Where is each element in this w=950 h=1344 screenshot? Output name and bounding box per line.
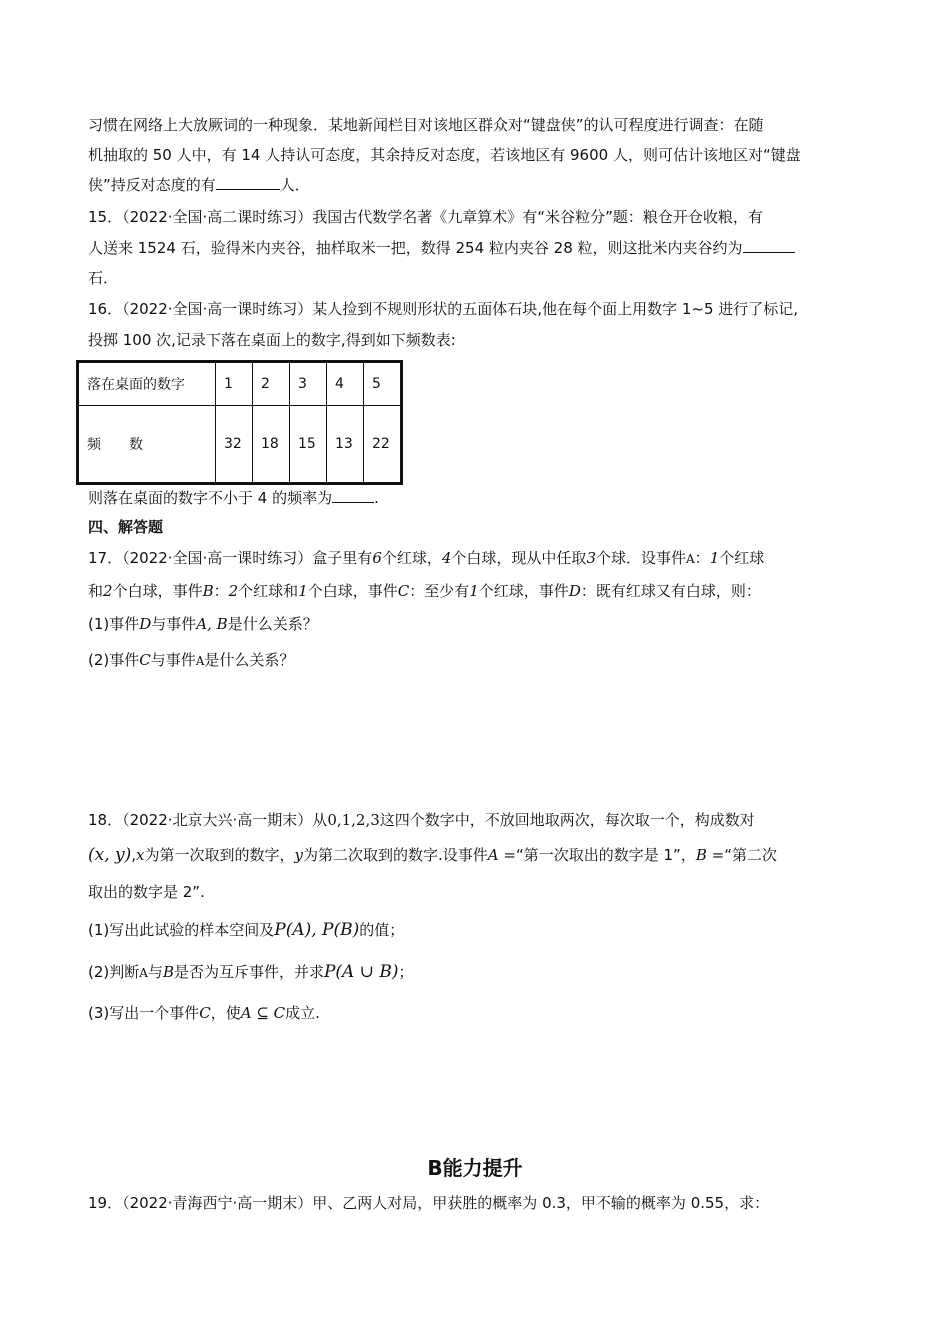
count-cell: 13 (327, 406, 364, 484)
face-cell: 5 (364, 362, 402, 406)
q18-part-3: (3)写出一个事件C，使A ⊆ C成立. (88, 1004, 320, 1022)
count-cell: 15 (290, 406, 327, 484)
q18-line-2: (x, y),x为第一次取到的数字，y为第二次取到的数字.设事件A =“第一次取出的数字是 1”，B =“第二次 (88, 845, 777, 865)
q16-line-1: 16．（2022·全国·高一课时练习）某人捡到不规则形状的五面体石块,他在每个面上用数字 1~5 进行了标记, (88, 300, 799, 318)
answer-blank[interactable] (743, 238, 795, 253)
row-label-cell: 频 数 (78, 406, 216, 484)
q17-line-1: 17．（2022·全国·高一课时练习）盒子里有6个红球，4个白球，现从中任取3个球．设事件A：1个红球 (88, 549, 765, 567)
q16-line-2: 投掷 100 次,记录下落在桌面上的数字,得到如下频数表: (88, 331, 456, 349)
header-label-cell: 落在桌面的数字 (78, 362, 216, 406)
q15-line-3: 石． (88, 269, 119, 287)
q18-part-2: (2)判断A与B是否为互斥事件，并求P(A ∪ B)； (88, 962, 414, 982)
q17-part-2: (2)事件C与事件A是什么关系？ (88, 651, 295, 669)
q18-part-1: (1)写出此试验的样本空间及P(A), P(B)的值； (88, 920, 405, 940)
count-cell: 32 (216, 406, 253, 484)
intro-line-3: 侠”持反对态度的有 人． (88, 176, 310, 194)
face-cell: 1 (216, 362, 253, 406)
q19-line-1: 19．（2022·青海西宁·高一期末）甲、乙两人对局，甲获胜的概率为 0.3，甲不输的概率为 0.55，求： (88, 1194, 770, 1212)
section-b-title: B能力提升 (427, 1156, 523, 1180)
face-cell: 3 (290, 362, 327, 406)
q17-part-1: (1)事件D与事件A, B是什么关系？ (88, 615, 318, 633)
count-cell: 18 (253, 406, 290, 484)
face-cell: 2 (253, 362, 290, 406)
table-row (78, 362, 402, 406)
answer-blank[interactable] (216, 175, 280, 190)
q17-line-2: 和2个白球，事件B：2个红球和1个白球，事件C：至少有1个红球，事件D：既有红球又有白球，则： (88, 582, 761, 600)
intro-line-1: 习惯在网络上大放厥词的一种现象．某地新闻栏目对该地区群众对“键盘侠”的认可程度进行调查：在随 (88, 116, 764, 134)
q15-line-2: 人送来 1524 石，验得米内夹谷，抽样取米一把，数得 254 粒内夹谷 28 粒，则这批米内夹谷约为 (88, 238, 795, 258)
count-cell: 22 (364, 406, 402, 484)
table-row (78, 406, 402, 484)
section-heading: 四、解答题 (88, 518, 164, 536)
q15-line-1: 15．（2022·全国·高二课时练习）我国古代数学名著《九章算术》有“米谷粒分”题：粮仓开仓收粮，有 (88, 208, 763, 226)
q18-line-1: 18．（2022·北京大兴·高一期末）从0,1,2,3这四个数字中，不放回地取两次，每次取一个，构成数对 (88, 811, 755, 829)
frequency-table (76, 360, 403, 485)
answer-blank[interactable] (332, 488, 374, 503)
q18-line-3: 取出的数字是 2”. (88, 883, 205, 901)
q16-after-line: 则落在桌面的数字不小于 4 的频率为 . (88, 489, 379, 507)
intro-line-2: 机抽取的 50 人中，有 14 人持认可态度，其余持反对态度，若该地区有 9600 人，则可估计该地区对“键盘 (88, 146, 801, 164)
face-cell: 4 (327, 362, 364, 406)
